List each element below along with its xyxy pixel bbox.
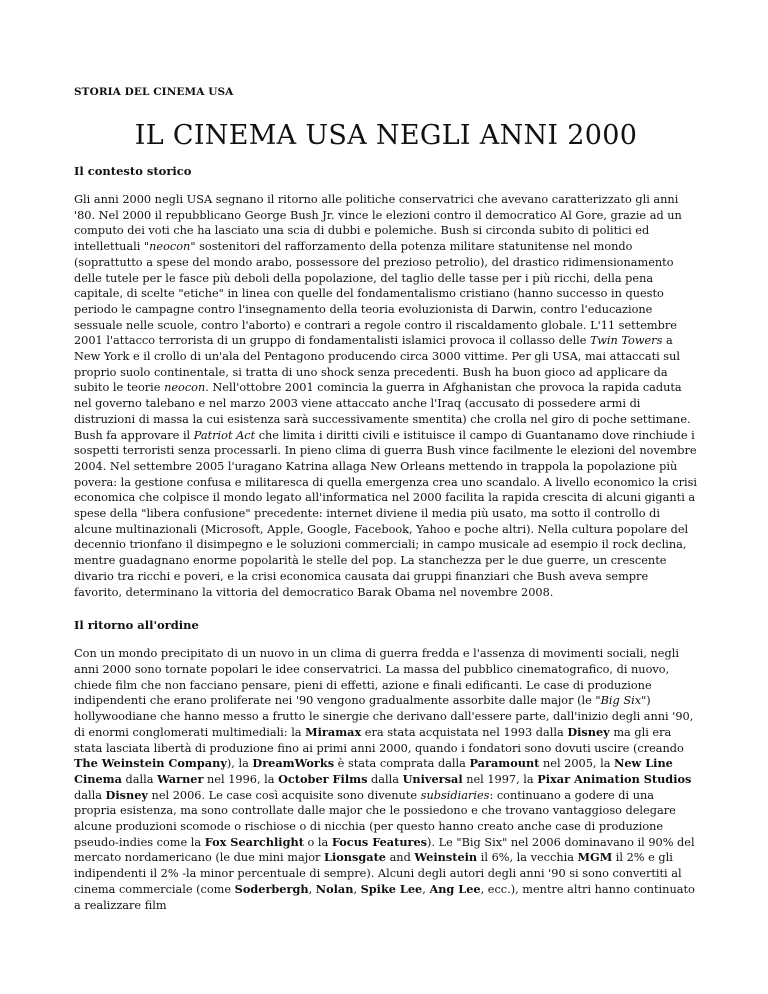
paragraph-context: Gli anni 2000 negli USA segnano il ritorno alle politiche conservatrici che avevano caratterizzato gli anni '80. Nel 2000 il repubblicano George Bush Jr. vince le elezioni contro il democratico Al Gore, grazie ad un computo dei voti che ha lasciato una scia di dubbi e polemiche. Bush si circonda subito di politici ed intellettuali "neocon" sostenitori del rafforzamento della potenza militare statunitense nel mondo (soprattutto a spese del mondo arabo, possessore del prezioso petrolio), del drastico ridimensionamento delle tutele per le fasce più deboli della popolazione, del taglio delle tasse per i più ricchi, della pena capitale, di scelte "etiche" in linea con quelle del fondamentalismo cristiano (hanno successo in questo periodo le campagne contro l'insegnamento della teoria evoluzionista di Darwin, contro l'educazione sessuale nelle scuole, contro l'aborto) e contrari a regole contro il riscaldamento globale. L'11 settembre 2001 l'attacco terrorista di un gruppo di fondamentalisti islamici provoca il collasso delle Twin Towers a New York e il crollo di un'ala del Pentagono producendo circa 3000 vittime. Per gli USA, mai attaccati sul proprio suolo continentale, si tratta di uno shock senza precedenti. Bush ha buon gioco ad applicare da subito le teorie neocon. Nell'ottobre 2001 comincia la guerra in Afghanistan che provoca la rapida caduta nel governo talebano e nel marzo 2003 viene attaccato anche l'Iraq (accusato di possedere armi di distruzioni di massa la cui esistenza sarà successivamente smentita) che crolla nel giro di poche settimane. Bush fa approvare il Patriot Act che limita i diritti civili e istituisce il campo di Guantanamo dove rinchiude i sospetti terroristi senza processarli. In pieno clima di guerra Bush vince facilmente le elezioni del novembre 2004. Nel settembre 2005 l'uragano Katrina allaga New Orleans mettendo in trappola la popolazione più povera: la gestione confusa e militaresca di quella emergenza crea uno scandalo. A livello economico la crisi economica che colpisce il mondo legato all'informatica nel 2000 facilita la rapida crescita di alcuni giganti a spese della "libera confusione" precedente: internet diviene il media più usato, ma sotto il controllo di alcune multinazionali (Microsoft, Apple, Google, Facebook, Yahoo e poche altri). Nella cultura popolare del decennio trionfano il disimpegno e le soluzioni commerciali; in campo musicale ad esempio il rock declina, mentre guadagnano enorme popolarità le stelle del pop. La stanchezza per le due guerre, un crescente divario tra ricchi e poveri, e la crisi economica causata dai gruppi finanziari che Bush aveva sempre favorito, determinano la vittoria del democratico Barak Obama nel novembre 2008. [74,193,698,599]
bold-term: Focus Features [331,834,428,849]
bold-term: Soderbergh [234,881,309,896]
bold-term: Spike Lee [360,881,423,896]
bold-term: The Weinstein Company [74,756,227,771]
bold-term: New Line Cinema [74,756,673,786]
bold-term: Lionsgate [324,850,386,865]
bold-term: MGM [577,850,613,865]
bold-term: Universal [402,771,463,786]
bold-term: Nolan [315,881,354,896]
bold-term: October Films [278,771,368,786]
bold-term: Miramax [305,724,362,739]
bold-term: Warner [157,771,204,786]
italic-term: subsidiaries [420,788,490,802]
italic-term: Patriot Act [193,428,256,442]
italic-term: Big Six [600,694,642,708]
bold-term: Disney [567,724,610,739]
bold-term: Pixar Animation Studios [537,771,692,786]
bold-term: DreamWorks [252,756,335,771]
italic-term: neocon [164,381,206,395]
bold-term: Paramount [469,756,540,771]
page-title: IL CINEMA USA NEGLI ANNI 2000 [134,120,638,151]
document-page [74,78,698,913]
bold-term: Fox Searchlight [204,834,304,849]
bold-term: Ang Lee [429,881,481,896]
italic-term: neocon [149,240,191,254]
bold-term: Disney [105,787,148,802]
bold-term: Weinstein [414,850,478,865]
section-heading-return-to-order: Il ritorno all'ordine [74,618,199,633]
section-heading-context: Il contesto storico [74,164,192,178]
section-kicker: STORIA DEL CINEMA USA [74,86,234,98]
paragraph-return-to-order: Con un mondo precipitato di un nuovo in un clima di guerra fredda e l'assenza di movimenti sociali, negli anni 2000 sono tornate popolari le idee conservatrici. La massa del pubblico cinematografico, di nuovo, chiede film che non facciano pensare, pieni di effetti, azione e finali edificanti. Le case di produzione indipendenti che erano proliferate nei '90 vengono gradualmente assorbite dalle major (le "Big Six") hollywoodiane che hanno messo a frutto le sinergie che derivano dall'essere parte, dall'inizio degli anni '90, di enormi conglomerati multimediali: la Miramax era stata acquistata nel 1993 dalla Disney ma gli era stata lasciata libertà di produzione fino ai primi anni 2000, quando i fondatori sono dovuti uscire (creando The Weinstein Company), la DreamWorks è stata comprata dalla Paramount nel 2005, la New Line Cinema dalla Warner nel 1996, la October Films dalla Universal nel 1997, la Pixar Animation Studios dalla Disney nel 2006. Le case così acquisite sono divenute subsidiaries: continuano a godere di una propria esistenza, ma sono controllate dalle major che le possiedono e che trovano vantaggioso delegare alcune produzioni scomode o rischiose o di nicchia (per questo hanno creato anche case di produzione pseudo-indies come la Fox Searchlight o la Focus Features). Le "Big Six" nel 2006 dominavano il 90% del mercato nordamericano (le due mini major Lionsgate and Weinstein il 6%, la vecchia MGM il 2% e gli indipendenti il 2% -la minor percentuale di sempre). Alcuni degli autori degli anni '90 si sono convertiti al cinema commerciale (come Soderbergh, Nolan, Spike Lee, Ang Lee, ecc.), mentre altri hanno continuato a realizzare film [74,647,695,912]
italic-term: Twin Towers [590,334,663,348]
